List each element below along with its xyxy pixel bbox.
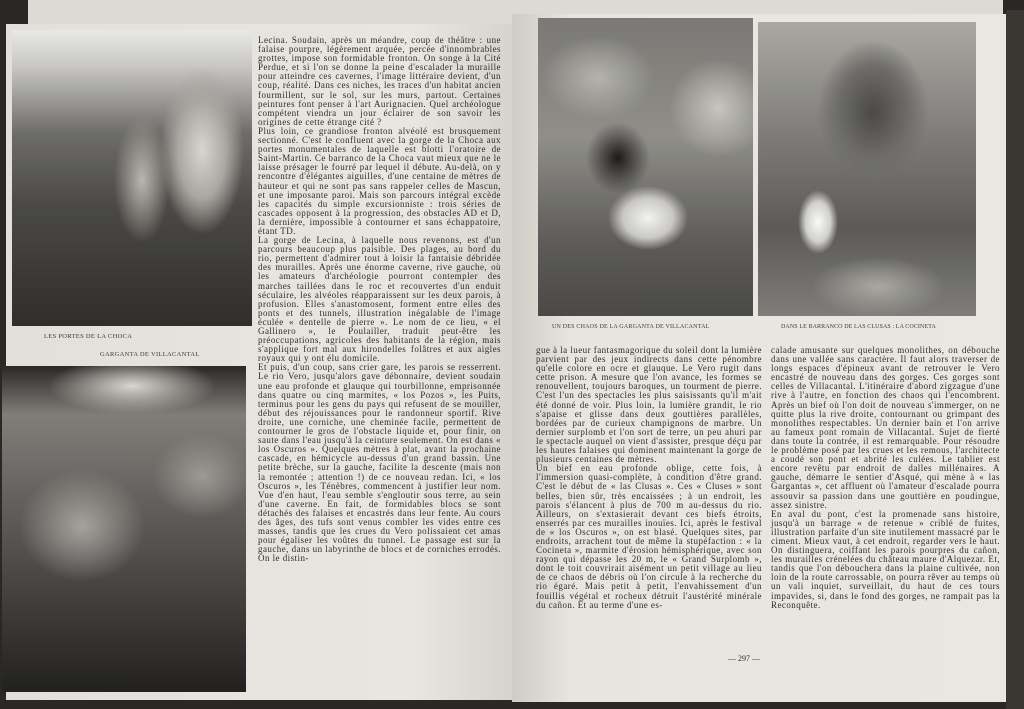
photo-chaos-villacantal [538, 18, 753, 316]
caption-photo-1: LES PORTES DE LA CHOCA [44, 333, 133, 340]
caption-photo-3: UN DES CHAOS DE LA GARGANTA DE VILLACANTAL [552, 324, 710, 330]
right-text-column-2 [771, 346, 1000, 610]
caption-photo-2: GARGANTA DE VILLACANTAL [100, 351, 200, 358]
paragraph: La gorge de Lecina, à laquelle nous revenons, est d'un parcours beaucoup plus paisible. Des plages, au bord du rio, permettent d'admirer tout à loisir la fantaisie débridée des murailles. Après une énorme caverne, rive gauche, où les amateurs d'archéologie pourront contempler des marches taillées dans le roc et recouvertes d'un enduit séculaire, les alvéoles réapparaissent sur les deux parois, à profusion. Elles s'anastomosent, forment entre elles des ponts et des tunnels, illustration inégalable de l'image éculée « dentelle de pierre ». Le nom de ce lieu, « el Gallinero », le Poulailler, traduit peut-être les préoccupations, agricoles des habitants de la région, mais s'applique fort mal aux hirondelles folâtres et aux aigles royaux qui y ont élu domicile. [258, 235, 501, 364]
page-edge [1006, 10, 1024, 709]
paragraph: calade amusante sur quelques monolithes, on débouche dans une vallée sans caractère. Il faut alors traverser de longs espaces d'épineux avant de retrouver le Vero encastré de nouveau dans des gorges. Ces gorges sont celles de Villacantal. L'itinéraire d'abord zigzague d'une rive à l'autre, en fonction des chaos qui l'encombrent. Après un bief où l'on doit de nouveau s'immerger, on ne quitte plus la rive droite, contournant ou grimpant des monolithes respectables. Un dernier bain et l'on arrive au fameux pont romain de Villacantal. Sujet de fierté dans toute la contrée, il est remarquable. Pour résoudre le problème posé par les crues et les remous, l'architecte a coudé son pont et abrité les culées. Le tablier est encore revêtu par endroit de dalles millénaires. A gauche, démarre le sentier d'Asqué, qui mène à « las Gargantas », cet affluent où l'amateur d'escalade pourra assouvir sa passion dans une gouttière en poudingue, assez sinistre. [771, 345, 1000, 510]
left-text-column [258, 36, 501, 563]
photo-portes-de-la-choca [12, 30, 252, 326]
paragraph: Plus loin, ce grandiose fronton alvéolé est brusquement sectionné. C'est le confluent avec la gorge de la Choca aux portes monumentales de laquelle est blotti l'oratoire de Saint-Martin. Ce barranco de la Choca vaut mieux que ne le laisse présager le fourré par lequel il débute. Au-delà, on y rencontre d'élégantes aiguilles, d'une centaine de mètres de hauteur et qui ne sont pas sans rappeler celles de Mascun, et une imposante paroi. Mais son parcours intégral excède les capacités du simple excursionniste : trois séries de cascades opposent à la progression, des obstacles AD et D, la dernière, impossible à contourner et sans échappatoire, étant TD. [258, 125, 501, 236]
paragraph: En aval du pont, c'est la promenade sans histoire, jusqu'à un barrage « de retenue » criblé de fuites, illustration parfaite d'un site inutilement massacré par le ciment. Mieux vaut, à cet endroit, regarder vers le haut. On distinguera, coiffant les parois pourpres du cañon, les murailles crénelées du château maure d'Alquezar. Et, tandis que l'on débouchera dans la plaine cultivée, non loin de la route carrossable, on pourra rêver au temps où un vali inquiet, surveillait, du haut de ces tours impavides, si, dans le fond des gorges, ne rampait pas la Reconquête. [771, 508, 1000, 610]
photo-la-cocineta [758, 22, 976, 316]
caption-photo-4: DANS LE BARRANCO DE LAS CLUSAS : LA COCINETA [781, 324, 936, 330]
page-number: — 297 — [728, 654, 760, 663]
paragraph: Lecina. Soudain, après un méandre, coup de théâtre : une falaise pourpre, légèrement arquée, percée d'innombrables grottes, impose son formidable fronton. On songe à la Cité Perdue, et si l'on se donne la peine d'escalader la muraille pour atteindre ces cavernes, l'image littéraire devient, d'un coup, réalité. Dans ces niches, les traces d'un habitat ancien fourmillent, sur le sol, sur les murs, partout. Certaines peintures font penser à l'art Aurignacien. Quel archéologue compétent viendra un jour éclairer de son savoir les origines de cette étrange cité ? [258, 35, 501, 127]
paragraph: gue à la lueur fantasmagorique du soleil dont la lumière parvient par des jeux indirects dans cette pénombre qu'elle colore en ocre et glauque. Le Vero rugit dans cette prison. A mesure que l'on avance, les formes se renouvellent, toujours baroques, un tourment de pierre. C'est l'un des spectacles les plus saisissants qu'il m'ait été donné de voir. Plus loin, la lumière grandit, le rio s'apaise et glisse dans deux gouttières parallèles, bordées par de curieux champignons de marbre. Un dernier surplomb et l'on sort de terre, un peu ahuri par le spectacle auquel on vient d'assister, presque déçu par les hautes falaises qui dominent maintenant la gorge de plusieurs centaines de mètres. [536, 345, 762, 465]
paragraph: Et puis, d'un coup, sans crier gare, les parois se resserrent. Le rio Vero, jusqu'alors gave débonnaire, devient soudain une eau profonde et glauque qui tourbillonne, emprisonnée dans quatre ou cinq marmites, « los Pozos », les Puits, terminus pour les gens du pays qui refusent de se mouiller, début des réjouissances pour le randonneur sportif. Rive droite, une corniche, une cheminée facile, permettent de contourner le gros de l'obstacle liquide et, pour finir, on saute dans l'eau jusqu'à la ceinture seulement. On est dans « los Oscuros ». Quelques mètres à plat, avant la prochaine cascade, en hémicycle au-dessus d'un grand bassin. Une petite brèche, sur la gauche, facilite la descente (mais non la remontée ; attention !) de ce nouveau redan. Ici, « los Oscuros », les Ténèbres, commencent à justifier leur nom. Vue d'en haut, l'eau semble s'engloutir sous terre, au sein d'une caverne. En fait, de formidables blocs se sont détachés des falaises et encastrés dans leur fente. Au cours des âges, des tufs sont venus combler les vides entre ces masses, tandis que les crues du Vero polissaient cet amas pour égaliser les voûtes du tunnel. Le passage est sur la gauche, dans un labyrinthe de blocs et de corniches errodés. On le distin- [258, 362, 501, 564]
paragraph: Un bief en eau profonde oblige, cette fois, à l'immersion quasi-complète, à condition d'être grand. C'est le début de « las Clusas ». Ces « Cluses » sont belles, bien sûr, très encaissées ; à un endroit, les parois s'élancent à plus de 700 m au-dessus du rio. Ailleurs, on s'extasierait devant ces biefs étroits, enserrés par ces murailles inouïes. Ici, après le festival de « los Oscuros », on est blasé. Quelques sites, par endroits, arrachent tout de même la stupéfaction : « la Cocineta », marmite d'érosion hémisphérique, avec son rayon qui dépasse les 20 m, le « Grand Surplomb », dont le toit couvrirait aisément un petit village au lieu de ce chaos de débris où l'on circule à la recherche du rio égaré. Mais petit à petit, l'envahissement d'un fouillis végétal et rocheux détruit l'austérité minérale du cañon. Et au terme d'une es- [536, 463, 762, 610]
photo-garganta-de-villacantal [2, 366, 246, 692]
right-text-column-1 [536, 346, 762, 610]
